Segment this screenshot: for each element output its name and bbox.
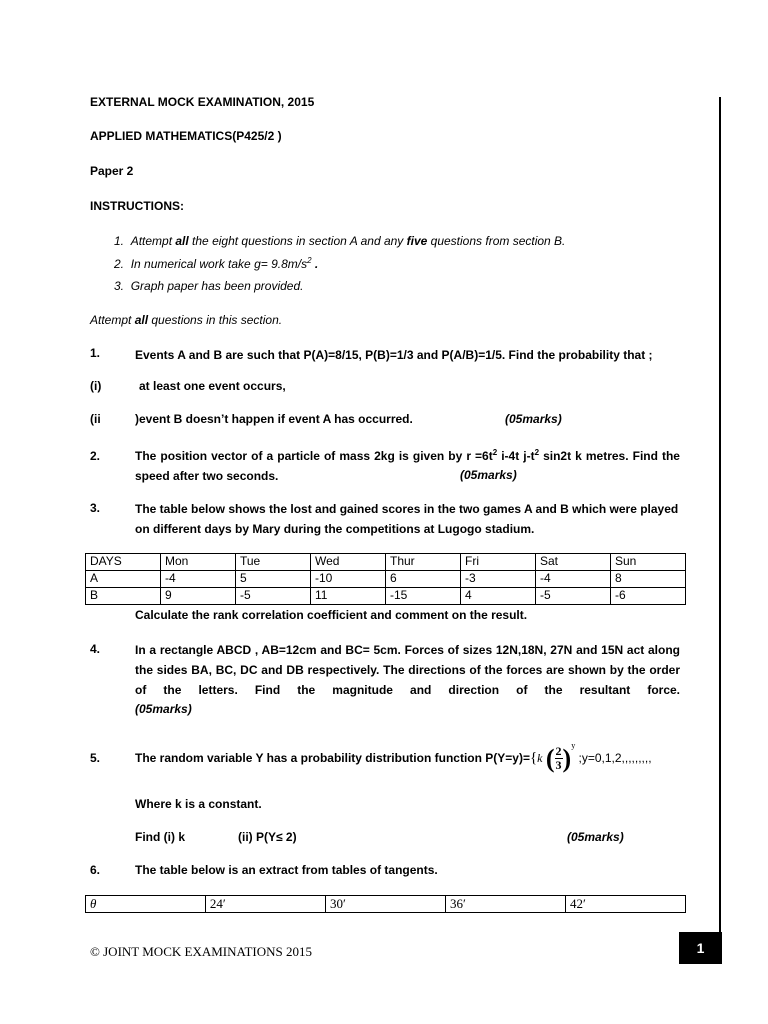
- table-row: [86, 571, 686, 588]
- scores-table: [85, 553, 686, 605]
- q1-sub-ii-text: )event B doesn’t happen if event A has occurred.: [135, 412, 413, 426]
- table-cell: 8: [611, 571, 686, 588]
- q5-text: The random variable Y has a probability distribution function P(Y=y)={k ( $\frac{2}{3})^y$ ;y=0,1,2,,,,,,,,,: [135, 741, 652, 773]
- paper-label: Paper 2: [90, 164, 134, 178]
- q2-marks: (05marks): [460, 468, 517, 482]
- table-cell: Sat: [536, 554, 611, 571]
- table-cell: B: [86, 588, 161, 605]
- exam-title: EXTERNAL MOCK EXAMINATION, 2015: [90, 95, 315, 109]
- q2-number: 2.: [90, 449, 101, 463]
- table-cell: -10: [311, 571, 386, 588]
- instructions-heading: INSTRUCTIONS:: [90, 199, 184, 213]
- table-cell: 6: [386, 571, 461, 588]
- footer-copyright: © JOINT MOCK EXAMINATIONS 2015: [90, 944, 312, 959]
- table-cell: A: [86, 571, 161, 588]
- q4-number: 4.: [90, 642, 101, 656]
- table-cell: Wed: [311, 554, 386, 571]
- q1-sub-ii-number: (ii: [90, 412, 101, 426]
- table-cell: -6: [611, 588, 686, 605]
- table-cell: -5: [236, 588, 311, 605]
- table-cell: 36′: [445, 896, 565, 913]
- table-row: [86, 588, 686, 605]
- table-cell: θ: [86, 896, 206, 913]
- q4-text: In a rectangle ABCD , AB=12cm and BC= 5cm. Forces of sizes 12N,18N, 27N and 15N act along the sides BA, BC, DC and DB respectively. The directions of the forces are shown by the order of the letters. Find the magnitude and direction of the resultant force.: [135, 643, 680, 697]
- subject-title: APPLIED MATHEMATICS(P425/2 ): [90, 129, 282, 143]
- table-cell: 42′: [565, 896, 685, 913]
- q1-number: 1.: [90, 346, 101, 360]
- q3-instruction: Calculate the rank correlation coefficient and comment on the result.: [135, 608, 528, 622]
- instruction-item: 3. Graph paper has been provided.: [114, 279, 304, 293]
- q1-sub-i-number: (i): [90, 379, 102, 393]
- q2-text: The position vector of a particle of mass 2kg is given by $r =6t^2$ i-4t $j-t^2$ sin2t k metres. Find the speed after two seconds.: [135, 448, 680, 483]
- table-cell: Fri: [461, 554, 536, 571]
- table-cell: Sun: [611, 554, 686, 571]
- table-header-row: [86, 896, 686, 913]
- q6-text: The table below is an extract from tables of tangents.: [135, 863, 438, 877]
- right-margin-rule: [719, 97, 721, 945]
- q5-marks: (05marks): [567, 830, 624, 844]
- q6-number: 6.: [90, 863, 101, 877]
- q5-find-ii: (ii) P(Y≤ 2): [238, 830, 297, 844]
- instruction-item: 2. In numerical work take $g= 9.8m/s^2$ .: [114, 256, 319, 271]
- table-cell: -4: [536, 571, 611, 588]
- q5-where: Where k is a constant.: [135, 797, 262, 811]
- q5-find-i: Find (i) k: [135, 830, 185, 844]
- table-cell: -15: [386, 588, 461, 605]
- table-cell: -5: [536, 588, 611, 605]
- table-cell: 9: [161, 588, 236, 605]
- table-cell: Tue: [236, 554, 311, 571]
- section-note: Attempt all questions in this section.: [90, 313, 283, 327]
- table-cell: Thur: [386, 554, 461, 571]
- table-header-row: [86, 554, 686, 571]
- tangents-table: [85, 895, 686, 913]
- q3-number: 3.: [90, 501, 101, 515]
- table-cell: -4: [161, 571, 236, 588]
- table-cell: 30′: [325, 896, 445, 913]
- q1-sub-i-text: at least one event occurs,: [139, 379, 286, 393]
- q3-text: The table below shows the lost and gained scores in the two games A and B which were played on different days by Mary during the competitions at Lugogo stadium.: [135, 502, 679, 536]
- q5-number: 5.: [90, 751, 101, 765]
- q1-marks: (05marks): [505, 412, 562, 426]
- q1-text: Events A and B are such that P(A)=8/15, P(B)=1/3 and P(A/B)=1/5. Find the probability that ;: [135, 348, 653, 362]
- table-cell: 24′: [205, 896, 325, 913]
- page-number: 1: [679, 932, 722, 964]
- instruction-item: 1. Attempt all the eight questions in section A and any five questions from section B.: [114, 234, 566, 248]
- q4-marks: (05marks): [135, 702, 192, 716]
- table-cell: DAYS: [86, 554, 161, 571]
- table-cell: 5: [236, 571, 311, 588]
- table-cell: 4: [461, 588, 536, 605]
- table-cell: 11: [311, 588, 386, 605]
- table-cell: -3: [461, 571, 536, 588]
- table-cell: Mon: [161, 554, 236, 571]
